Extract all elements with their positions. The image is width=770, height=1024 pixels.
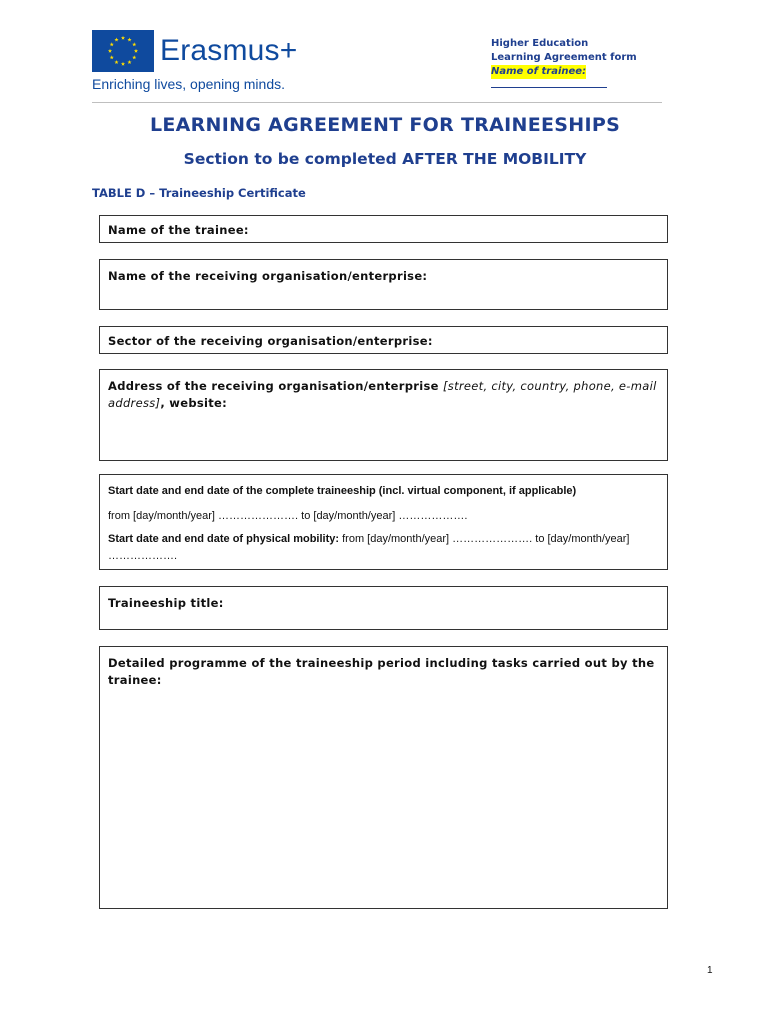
header-trainee-blank	[491, 79, 607, 88]
header-info	[491, 37, 666, 88]
trainee-name-field[interactable]	[99, 215, 668, 243]
programme-label: Detailed programme of the traineeship period including tasks carried out by the trainee:	[108, 656, 655, 687]
brand-tagline: Enriching lives, opening minds.	[92, 76, 285, 92]
org-address-label	[108, 378, 659, 412]
trainee-name-label: Name of the trainee:	[108, 223, 249, 237]
table-title: TABLE D – Traineeship Certificate	[92, 186, 306, 200]
header-line-1: Higher Education	[491, 38, 589, 49]
traineeship-title-label: Traineeship title:	[108, 596, 224, 610]
traineeship-title-field[interactable]	[99, 586, 668, 630]
programme-field[interactable]	[99, 646, 668, 909]
org-name-label: Name of the receiving organisation/enterprise:	[108, 269, 428, 283]
org-name-field[interactable]	[99, 259, 668, 310]
header-line-2: Learning Agreement form	[491, 52, 637, 63]
address-suffix: , website:	[160, 396, 228, 410]
traineeship-dates-field[interactable]	[99, 474, 668, 570]
address-label-text: Address of the receiving organisation/enterprise	[108, 379, 443, 393]
dates-from-to: from [day/month/year] …………………. to [day/month/year] ……………….	[108, 510, 468, 522]
page-subtitle: Section to be completed AFTER THE MOBILITY	[183, 150, 587, 168]
page-number: 1	[707, 965, 713, 976]
org-sector-field[interactable]	[99, 326, 668, 354]
org-address-field[interactable]	[99, 369, 668, 461]
address-hint: [street, city, country, phone, e-mail address]	[108, 379, 657, 410]
header-divider	[92, 102, 662, 103]
physical-mobility-value: from [day/month/year] …………………. to [day/month/year] ……………….	[108, 533, 630, 562]
page-title: LEARNING AGREEMENT FOR TRAINEESHIPS	[149, 114, 621, 136]
erasmus-logo	[92, 30, 312, 96]
physical-mobility-dates	[108, 531, 659, 565]
org-sector-label: Sector of the receiving organisation/enterprise:	[108, 334, 433, 348]
header-trainee-label: Name of trainee:	[491, 66, 587, 77]
brand-name: Erasmus+	[160, 34, 298, 67]
physical-mobility-label: Start date and end date of physical mobility:	[108, 533, 340, 545]
dates-heading: Start date and end date of the complete traineeship (incl. virtual component, if applicable)	[108, 485, 577, 497]
eu-flag-icon	[92, 30, 154, 72]
